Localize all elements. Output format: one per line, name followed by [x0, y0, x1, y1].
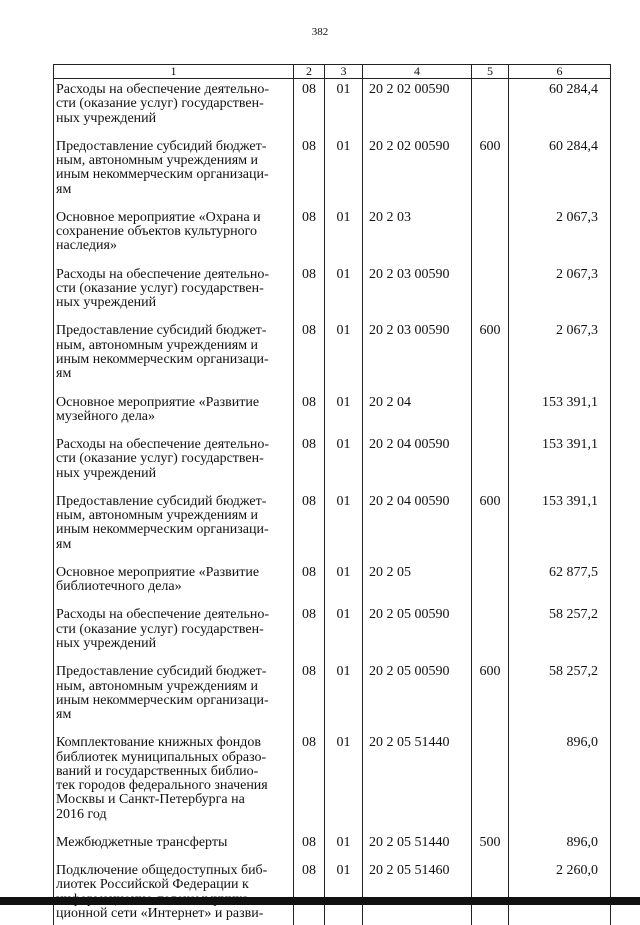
amount-cell: 896,0 — [509, 732, 611, 832]
target-article-code-cell: 20 2 03 — [363, 207, 472, 264]
expense-type-code-cell: 500 — [472, 832, 509, 860]
subsection-code-cell: 01 — [325, 207, 363, 264]
amount-cell: 896,0 — [509, 832, 611, 860]
amount-cell: 2 067,3 — [509, 207, 611, 264]
target-article-code-cell: 20 2 05 00590 — [363, 661, 472, 732]
expense-name-cell: Комплектование книжных фондов библиотек муниципальных образо- ваний и государственных библио- тек городов федерального значения Москвы и Санкт-Петербурга на 2016 год — [54, 732, 294, 832]
amount-cell: 2 067,3 — [509, 320, 611, 391]
target-article-code-cell: 20 2 03 00590 — [363, 320, 472, 391]
header-col-6: 6 — [509, 65, 611, 79]
subsection-code-cell: 01 — [325, 79, 363, 136]
target-article-code-cell: 20 2 04 00590 — [363, 491, 472, 562]
section-code-cell: 08 — [294, 732, 325, 832]
amount-cell: 58 257,2 — [509, 661, 611, 732]
expense-type-code-cell: 600 — [472, 136, 509, 207]
section-code-cell: 08 — [294, 207, 325, 264]
header-col-2: 2 — [294, 65, 325, 79]
expense-name-cell: Расходы на обеспечение деятельно- сти (оказание услуг) государствен- ных учреждений — [54, 79, 294, 136]
expense-name-cell: Расходы на обеспечение деятельно- сти (оказание услуг) государствен- ных учреждений — [54, 434, 294, 491]
table-row — [54, 604, 611, 661]
expense-type-code-cell — [472, 264, 509, 321]
expense-type-code-cell — [472, 860, 509, 925]
subsection-code-cell: 01 — [325, 264, 363, 321]
amount-cell: 2 067,3 — [509, 264, 611, 321]
expense-name-cell: Подключение общедоступных биб- лиотек Российской Федерации к ционной сети «Интернет» и разви- — [54, 860, 294, 925]
subsection-code-cell: 01 — [325, 860, 363, 925]
section-code-cell: 08 — [294, 136, 325, 207]
subsection-code-cell: 01 — [325, 732, 363, 832]
table-row — [54, 136, 611, 207]
target-article-code-cell: 20 2 05 51460 — [363, 860, 472, 925]
subsection-code-cell: 01 — [325, 136, 363, 207]
expense-type-code-cell — [472, 79, 509, 136]
target-article-code-cell: 20 2 02 00590 — [363, 136, 472, 207]
header-col-5: 5 — [472, 65, 509, 79]
expense-name-cell: Предоставление субсидий бюджет- ным, автономным учреждениям и иным некоммерческим организаци- ям — [54, 491, 294, 562]
expense-type-code-cell: 600 — [472, 320, 509, 391]
expense-name-cell: Основное мероприятие «Охрана и сохранение объектов культурного наследия» — [54, 207, 294, 264]
subsection-code-cell: 01 — [325, 604, 363, 661]
table-row — [54, 732, 611, 832]
expense-type-code-cell: 600 — [472, 491, 509, 562]
amount-cell: 60 284,4 — [509, 136, 611, 207]
header-col-4: 4 — [363, 65, 472, 79]
page-number: 382 — [0, 26, 640, 38]
amount-cell: 153 391,1 — [509, 434, 611, 491]
target-article-code-cell: 20 2 05 00590 — [363, 604, 472, 661]
amount-cell: 2 260,0 — [509, 860, 611, 925]
expense-name-cell: Предоставление субсидий бюджет- ным, автономным учреждениям и иным некоммерческим организаци- ям — [54, 136, 294, 207]
target-article-code-cell: 20 2 05 51440 — [363, 832, 472, 860]
target-article-code-cell: 20 2 05 51440 — [363, 732, 472, 832]
table-row — [54, 207, 611, 264]
section-code-cell: 08 — [294, 264, 325, 321]
subsection-code-cell: 01 — [325, 491, 363, 562]
expense-type-code-cell — [472, 434, 509, 491]
table-row — [54, 434, 611, 491]
section-code-cell: 08 — [294, 392, 325, 435]
section-code-cell: 08 — [294, 661, 325, 732]
amount-cell: 58 257,2 — [509, 604, 611, 661]
table-body — [54, 79, 611, 925]
expense-name-cell: Предоставление субсидий бюджет- ным, автономным учреждениям и иным некоммерческим организаци- ям — [54, 661, 294, 732]
expense-name-cell: Расходы на обеспечение деятельно- сти (оказание услуг) государствен- ных учреждений — [54, 264, 294, 321]
amount-cell: 153 391,1 — [509, 392, 611, 435]
target-article-code-cell: 20 2 03 00590 — [363, 264, 472, 321]
expense-type-code-cell — [472, 732, 509, 832]
section-code-cell: 08 — [294, 79, 325, 136]
section-code-cell: 08 — [294, 491, 325, 562]
expense-name-cell: Предоставление субсидий бюджет- ным, автономным учреждениям и иным некоммерческим организаци- ям — [54, 320, 294, 391]
table-row — [54, 562, 611, 605]
expense-type-code-cell — [472, 207, 509, 264]
section-code-cell: 08 — [294, 562, 325, 605]
target-article-code-cell: 20 2 04 — [363, 392, 472, 435]
header-col-1: 1 — [54, 65, 294, 79]
expense-name-cell: Расходы на обеспечение деятельно- сти (оказание услуг) государствен- ных учреждений — [54, 604, 294, 661]
section-code-cell: 08 — [294, 320, 325, 391]
subsection-code-cell: 01 — [325, 661, 363, 732]
table-header-row — [54, 65, 611, 79]
section-code-cell: 08 — [294, 434, 325, 491]
expense-type-code-cell — [472, 562, 509, 605]
subsection-code-cell: 01 — [325, 562, 363, 605]
expense-name-cell: Основное мероприятие «Развитие библиотечного дела» — [54, 562, 294, 605]
subsection-code-cell: 01 — [325, 434, 363, 491]
expense-type-code-cell — [472, 604, 509, 661]
amount-cell: 60 284,4 — [509, 79, 611, 136]
table-row — [54, 392, 611, 435]
budget-table — [53, 64, 611, 925]
section-code-cell: 08 — [294, 860, 325, 925]
scan-bottom-edge — [0, 897, 640, 905]
target-article-code-cell: 20 2 05 — [363, 562, 472, 605]
target-article-code-cell: 20 2 02 00590 — [363, 79, 472, 136]
table-row — [54, 79, 611, 136]
table-row — [54, 661, 611, 732]
expense-name-cell: Межбюджетные трансферты — [54, 832, 294, 860]
table-row — [54, 320, 611, 391]
table-row — [54, 264, 611, 321]
table-row — [54, 491, 611, 562]
subsection-code-cell: 01 — [325, 392, 363, 435]
expense-type-code-cell — [472, 392, 509, 435]
subsection-code-cell: 01 — [325, 832, 363, 860]
table-row — [54, 832, 611, 860]
amount-cell: 153 391,1 — [509, 491, 611, 562]
target-article-code-cell: 20 2 04 00590 — [363, 434, 472, 491]
table-row — [54, 860, 611, 925]
header-col-3: 3 — [325, 65, 363, 79]
amount-cell: 62 877,5 — [509, 562, 611, 605]
section-code-cell: 08 — [294, 604, 325, 661]
expense-name-cell: Основное мероприятие «Развитие музейного дела» — [54, 392, 294, 435]
subsection-code-cell: 01 — [325, 320, 363, 391]
section-code-cell: 08 — [294, 832, 325, 860]
expense-type-code-cell: 600 — [472, 661, 509, 732]
